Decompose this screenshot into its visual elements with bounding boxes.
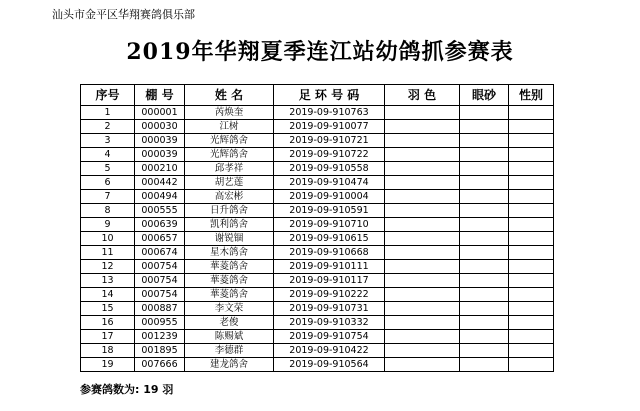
cell-color: [385, 204, 460, 218]
cell-sex: [509, 344, 554, 358]
table-row: [81, 162, 554, 176]
cell-loft: 000030: [135, 120, 185, 134]
cell-index: 14: [81, 288, 135, 302]
cell-color: [385, 302, 460, 316]
cell-ring: 2019-09-910558: [274, 162, 385, 176]
table-row: [81, 358, 554, 372]
cell-ring: 2019-09-910332: [274, 316, 385, 330]
cell-color: [385, 148, 460, 162]
cell-sex: [509, 316, 554, 330]
cell-index: 3: [81, 134, 135, 148]
cell-eye: [460, 148, 509, 162]
table-row: [81, 190, 554, 204]
cell-sex: [509, 260, 554, 274]
table-row: [81, 344, 554, 358]
cell-ring: 2019-09-910668: [274, 246, 385, 260]
cell-eye: [460, 330, 509, 344]
cell-index: 19: [81, 358, 135, 372]
cell-color: [385, 176, 460, 190]
cell-eye: [460, 274, 509, 288]
total-count: 参赛鸽数为: 19 羽: [80, 383, 174, 396]
cell-name: 華菱鸽舍: [185, 288, 274, 302]
cell-index: 18: [81, 344, 135, 358]
table-row: [81, 218, 554, 232]
cell-ring: 2019-09-910615: [274, 232, 385, 246]
cell-color: [385, 316, 460, 330]
cell-eye: [460, 106, 509, 120]
table-row: [81, 176, 554, 190]
cell-name: 李德群: [185, 344, 274, 358]
cell-sex: [509, 190, 554, 204]
cell-sex: [509, 302, 554, 316]
table-row: [81, 274, 554, 288]
cell-index: 15: [81, 302, 135, 316]
cell-sex: [509, 246, 554, 260]
cell-eye: [460, 218, 509, 232]
cell-loft: 001239: [135, 330, 185, 344]
cell-eye: [460, 204, 509, 218]
cell-index: 7: [81, 190, 135, 204]
cell-sex: [509, 274, 554, 288]
table-row: [81, 260, 554, 274]
cell-sex: [509, 176, 554, 190]
cell-color: [385, 288, 460, 302]
cell-sex: [509, 134, 554, 148]
cell-sex: [509, 288, 554, 302]
cell-eye: [460, 134, 509, 148]
cell-index: 5: [81, 162, 135, 176]
table-row: [81, 204, 554, 218]
cell-ring: 2019-09-910721: [274, 134, 385, 148]
cell-loft: 000955: [135, 316, 185, 330]
cell-color: [385, 218, 460, 232]
cell-ring: 2019-09-910111: [274, 260, 385, 274]
table-row: [81, 148, 554, 162]
club-name: 汕头市金平区华翔赛鸽俱乐部: [52, 8, 195, 21]
cell-name: 李文荣: [185, 302, 274, 316]
cell-name: 江树: [185, 120, 274, 134]
cell-color: [385, 120, 460, 134]
table-body: [81, 106, 554, 372]
cell-ring: 2019-09-910422: [274, 344, 385, 358]
cell-sex: [509, 330, 554, 344]
table-row: [81, 134, 554, 148]
cell-name: 光辉鸽舍: [185, 148, 274, 162]
cell-sex: [509, 204, 554, 218]
cell-loft: 000657: [135, 232, 185, 246]
header-sex: 性别: [509, 85, 554, 106]
cell-name: 陈赐斌: [185, 330, 274, 344]
cell-eye: [460, 176, 509, 190]
cell-color: [385, 330, 460, 344]
cell-name: 高宏彬: [185, 190, 274, 204]
cell-index: 8: [81, 204, 135, 218]
table-header-row: [81, 85, 554, 106]
cell-eye: [460, 288, 509, 302]
cell-name: 胡艺莲: [185, 176, 274, 190]
cell-loft: 000494: [135, 190, 185, 204]
cell-loft: 000039: [135, 134, 185, 148]
cell-loft: 007666: [135, 358, 185, 372]
cell-name: 建龙鸽舍: [185, 358, 274, 372]
cell-sex: [509, 120, 554, 134]
cell-sex: [509, 106, 554, 120]
cell-index: 16: [81, 316, 135, 330]
cell-eye: [460, 302, 509, 316]
cell-color: [385, 134, 460, 148]
cell-eye: [460, 190, 509, 204]
table-row: [81, 246, 554, 260]
cell-sex: [509, 358, 554, 372]
cell-ring: 2019-09-910763: [274, 106, 385, 120]
cell-ring: 2019-09-910117: [274, 274, 385, 288]
cell-loft: 000210: [135, 162, 185, 176]
table-row: [81, 120, 554, 134]
cell-eye: [460, 120, 509, 134]
cell-eye: [460, 246, 509, 260]
cell-name: 華菱鸽舍: [185, 260, 274, 274]
cell-index: 1: [81, 106, 135, 120]
cell-color: [385, 260, 460, 274]
cell-color: [385, 162, 460, 176]
cell-index: 2: [81, 120, 135, 134]
header-index: 序号: [81, 85, 135, 106]
cell-loft: 000754: [135, 288, 185, 302]
cell-index: 13: [81, 274, 135, 288]
table-row: [81, 106, 554, 120]
cell-ring: 2019-09-910754: [274, 330, 385, 344]
cell-eye: [460, 162, 509, 176]
cell-eye: [460, 260, 509, 274]
cell-eye: [460, 358, 509, 372]
cell-ring: 2019-09-910591: [274, 204, 385, 218]
table-row: [81, 316, 554, 330]
cell-loft: 000754: [135, 274, 185, 288]
table-row: [81, 302, 554, 316]
cell-ring: 2019-09-910077: [274, 120, 385, 134]
cell-index: 12: [81, 260, 135, 274]
cell-ring: 2019-09-910004: [274, 190, 385, 204]
cell-index: 11: [81, 246, 135, 260]
cell-loft: 000442: [135, 176, 185, 190]
cell-color: [385, 344, 460, 358]
cell-ring: 2019-09-910222: [274, 288, 385, 302]
cell-name: 芮焕奎: [185, 106, 274, 120]
header-name: 姓 名: [185, 85, 274, 106]
header-loft: 棚 号: [135, 85, 185, 106]
cell-color: [385, 246, 460, 260]
cell-loft: 001895: [135, 344, 185, 358]
cell-name: 凯利鸽舍: [185, 218, 274, 232]
cell-name: 老俊: [185, 316, 274, 330]
cell-loft: 000754: [135, 260, 185, 274]
cell-name: 星木鸽舍: [185, 246, 274, 260]
cell-color: [385, 106, 460, 120]
header-eye: 眼砂: [460, 85, 509, 106]
cell-sex: [509, 232, 554, 246]
cell-loft: 000887: [135, 302, 185, 316]
cell-color: [385, 274, 460, 288]
cell-eye: [460, 344, 509, 358]
cell-ring: 2019-09-910731: [274, 302, 385, 316]
cell-eye: [460, 316, 509, 330]
cell-name: 日升鸽舍: [185, 204, 274, 218]
header-ring: 足 环 号 码: [274, 85, 385, 106]
cell-index: 17: [81, 330, 135, 344]
cell-loft: 000555: [135, 204, 185, 218]
cell-sex: [509, 148, 554, 162]
cell-name: 光辉鸽舍: [185, 134, 274, 148]
cell-ring: 2019-09-910722: [274, 148, 385, 162]
entry-table: [80, 84, 554, 372]
cell-ring: 2019-09-910564: [274, 358, 385, 372]
table-row: [81, 288, 554, 302]
cell-loft: 000639: [135, 218, 185, 232]
cell-index: 10: [81, 232, 135, 246]
cell-index: 6: [81, 176, 135, 190]
cell-index: 4: [81, 148, 135, 162]
cell-loft: 000039: [135, 148, 185, 162]
cell-color: [385, 358, 460, 372]
cell-name: 邱孝祥: [185, 162, 274, 176]
table-row: [81, 330, 554, 344]
sheet-title: 2019年华翔夏季连江站幼鸽抓参赛表: [126, 39, 514, 65]
cell-index: 9: [81, 218, 135, 232]
cell-sex: [509, 162, 554, 176]
header-color: 羽 色: [385, 85, 460, 106]
cell-ring: 2019-09-910710: [274, 218, 385, 232]
cell-name: 華菱鸽舍: [185, 274, 274, 288]
cell-color: [385, 190, 460, 204]
cell-eye: [460, 232, 509, 246]
cell-name: 谢锐锢: [185, 232, 274, 246]
table-row: [81, 232, 554, 246]
cell-color: [385, 232, 460, 246]
cell-sex: [509, 218, 554, 232]
cell-ring: 2019-09-910474: [274, 176, 385, 190]
cell-loft: 000001: [135, 106, 185, 120]
cell-loft: 000674: [135, 246, 185, 260]
